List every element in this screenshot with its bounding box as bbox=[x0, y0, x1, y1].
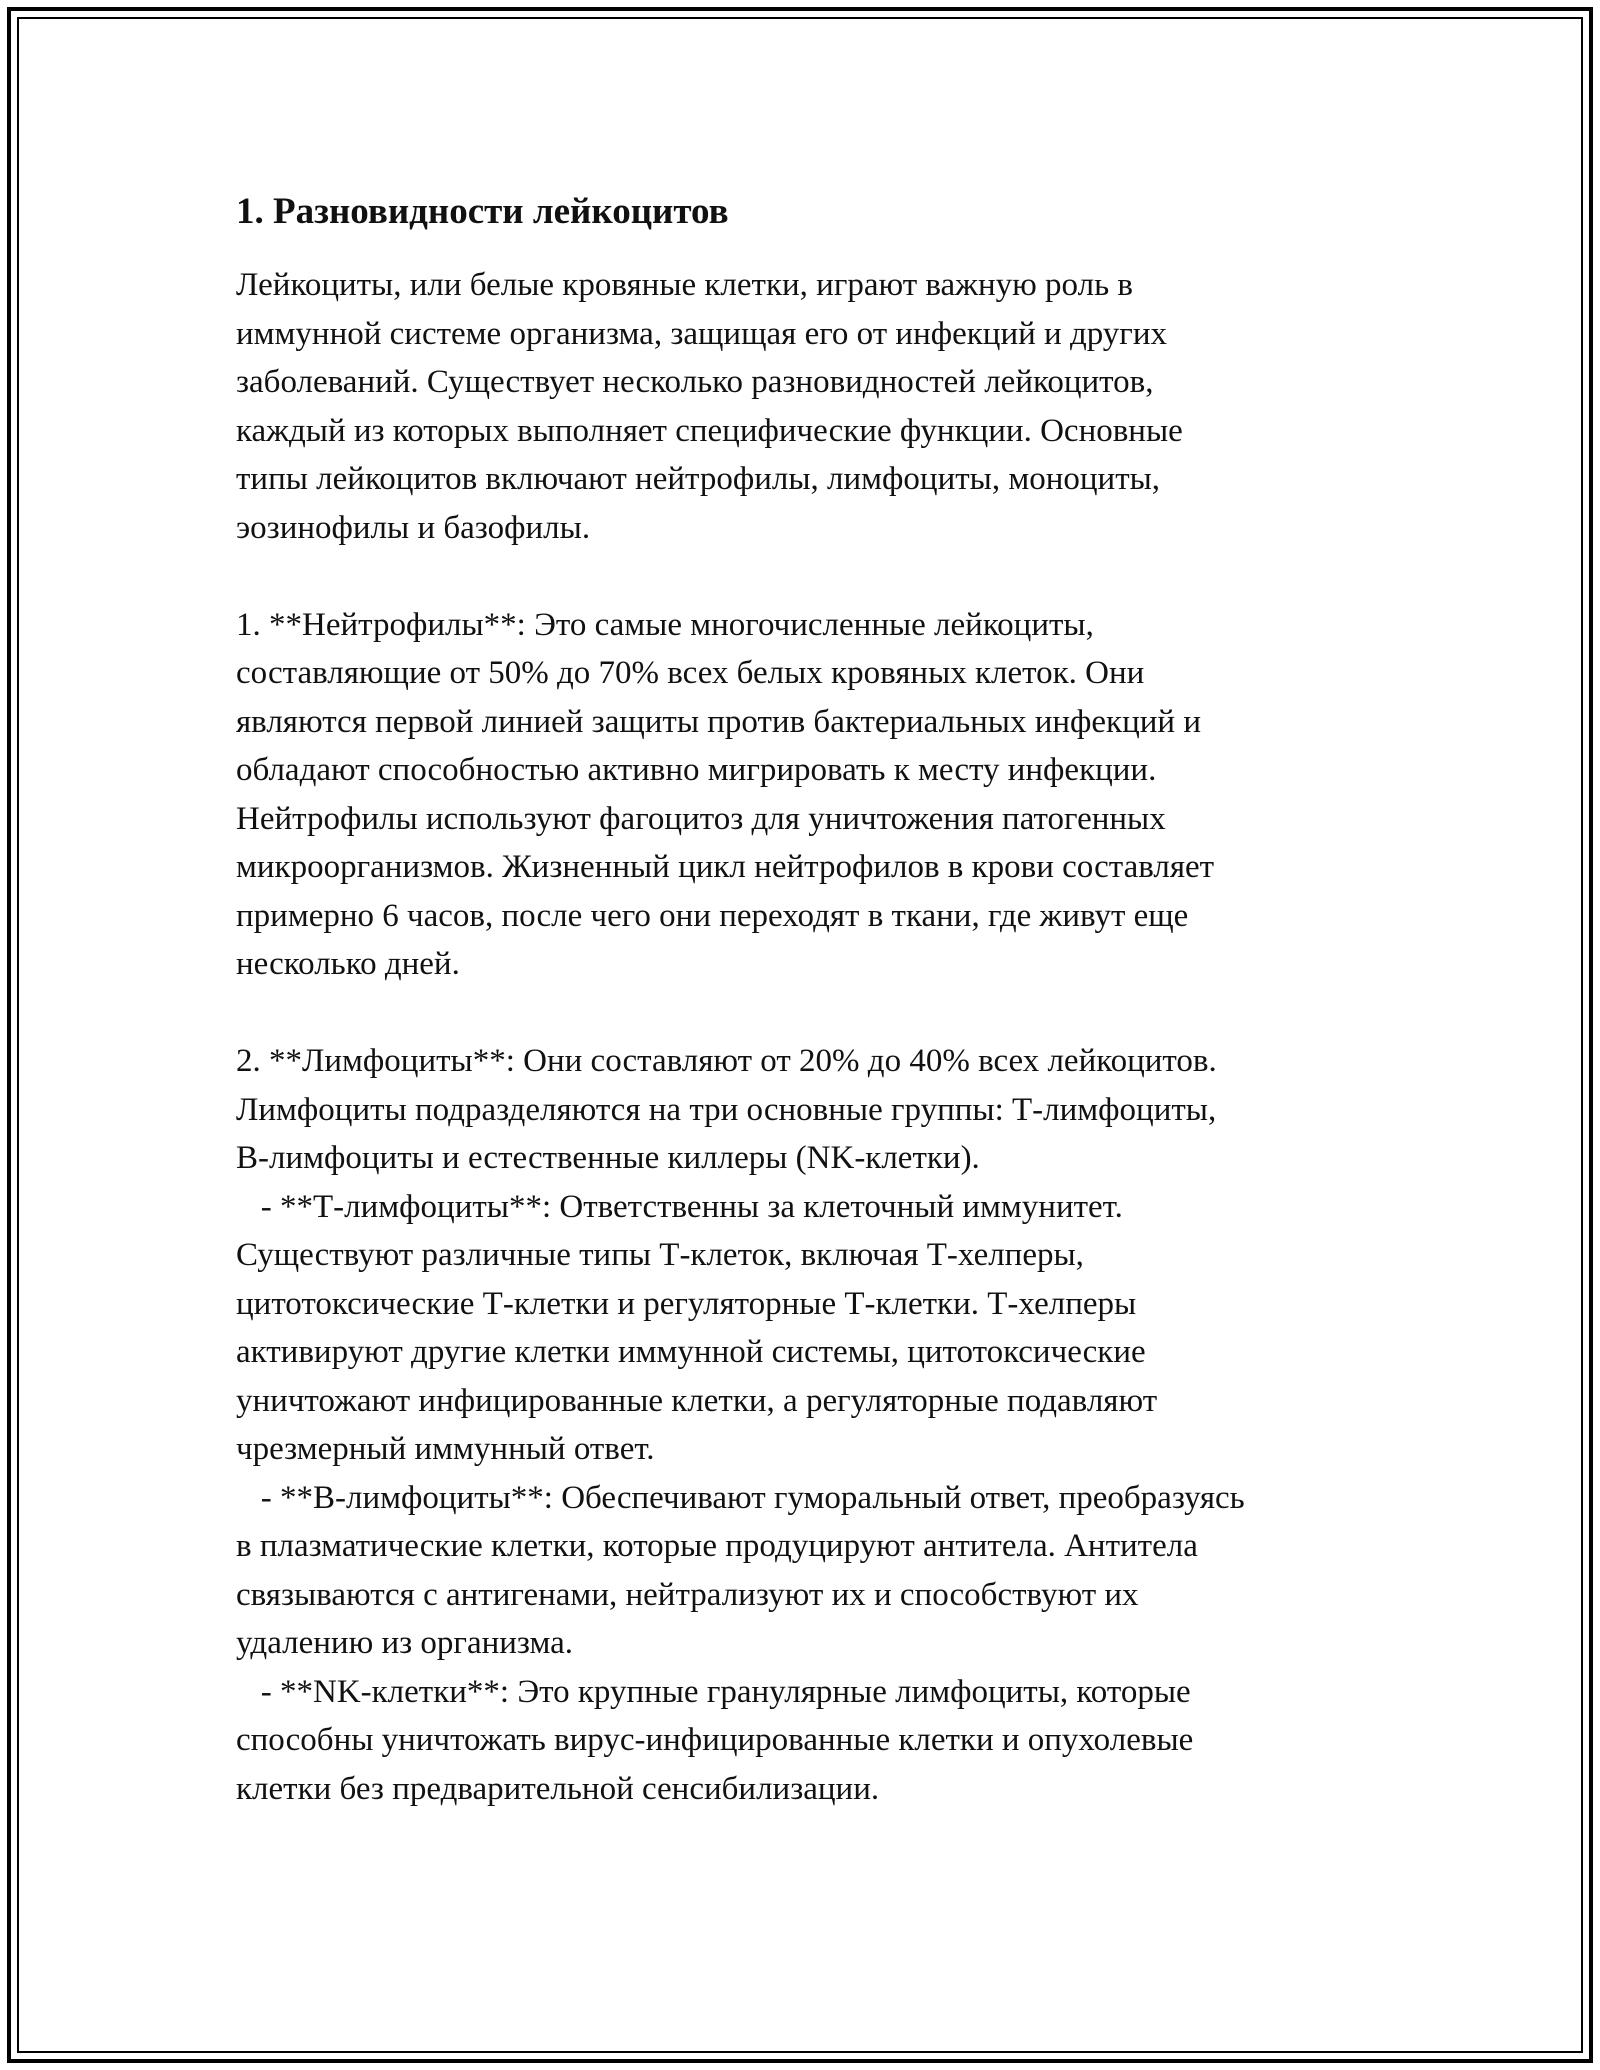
text-line: способны уничтожать вирус-инфицированные клетки и опухолевые bbox=[236, 1722, 1194, 1758]
text-line: иммунной системе организма, защищая его от инфекций и других bbox=[236, 315, 1167, 352]
text-line: Нейтрофилы используют фагоцитоз для уничтожения патогенных bbox=[236, 800, 1166, 837]
section-heading: 1. Разновидности лейкоцитов bbox=[236, 191, 729, 232]
document-body bbox=[236, 188, 1386, 1813]
text-line: эозинофилы и базофилы. bbox=[236, 509, 591, 546]
text-line: в плазматические клетки, которые продуцируют антитела. Антитела bbox=[236, 1528, 1198, 1564]
text-line: каждый из которых выполняет специфические функции. Основные bbox=[236, 412, 1183, 449]
text-line: - **В-лимфоциты**: Обеспечивают гуморальный ответ, преобразуясь bbox=[236, 1479, 1245, 1516]
blank-line bbox=[236, 552, 1386, 601]
paragraph-block bbox=[236, 261, 1386, 1813]
text-line: 1. **Нейтрофилы**: Это самые многочисленные лейкоциты, bbox=[236, 606, 1094, 643]
text-line: примерно 6 часов, после чего они переходят в ткани, где живут еще bbox=[236, 897, 1189, 934]
text-line: - **Т-лимфоциты**: Ответственны за клеточный иммунитет. bbox=[236, 1188, 1123, 1225]
text-line: удалению из организма. bbox=[236, 1625, 574, 1661]
text-line: типы лейкоцитов включают нейтрофилы, лимфоциты, моноциты, bbox=[236, 461, 1161, 497]
text-line: уничтожают инфицированные клетки, а регуляторные подавляют bbox=[236, 1382, 1158, 1419]
text-line: несколько дней. bbox=[236, 946, 460, 982]
text-line: связываются с антигенами, нейтрализуют их и способствуют их bbox=[236, 1576, 1139, 1613]
text-line: обладают способностью активно мигрировать к месту инфекции. bbox=[236, 752, 1157, 788]
text-line: чрезмерный иммунный ответ. bbox=[236, 1431, 655, 1467]
text-line: составляющие от 50% до 70% всех белых кровяных клеток. Они bbox=[236, 655, 1145, 691]
text-line: Лейкоциты, или белые кровяные клетки, играют важную роль в bbox=[236, 267, 1133, 303]
text-line: - **NK-клетки**: Это крупные гранулярные лимфоциты, которые bbox=[236, 1673, 1191, 1710]
text-line: Лимфоциты подразделяются на три основные группы: Т-лимфоциты, bbox=[236, 1091, 1217, 1128]
text-line: 2. **Лимфоциты**: Они составляют от 20% до 40% всех лейкоцитов. bbox=[236, 1043, 1217, 1079]
text-line: В-лимфоциты и естественные киллеры (NK-клетки). bbox=[236, 1140, 980, 1176]
blank-line bbox=[236, 989, 1386, 1038]
text-line: активируют другие клетки иммунной системы, цитотоксические bbox=[236, 1334, 1146, 1370]
text-line: заболеваний. Существует несколько разновидностей лейкоцитов, bbox=[236, 364, 1154, 400]
text-line: микроорганизмов. Жизненный цикл нейтрофилов в крови составляет bbox=[236, 849, 1215, 885]
text-line: являются первой линией защиты против бактериальных инфекций и bbox=[236, 703, 1201, 740]
text-line: цитотоксические Т-клетки и регуляторные Т-клетки. Т-хелперы bbox=[236, 1285, 1137, 1322]
text-line: Существуют различные типы Т-клеток, включая Т-хелперы, bbox=[236, 1237, 1084, 1273]
text-line: клетки без предварительной сенсибилизации. bbox=[236, 1770, 880, 1807]
